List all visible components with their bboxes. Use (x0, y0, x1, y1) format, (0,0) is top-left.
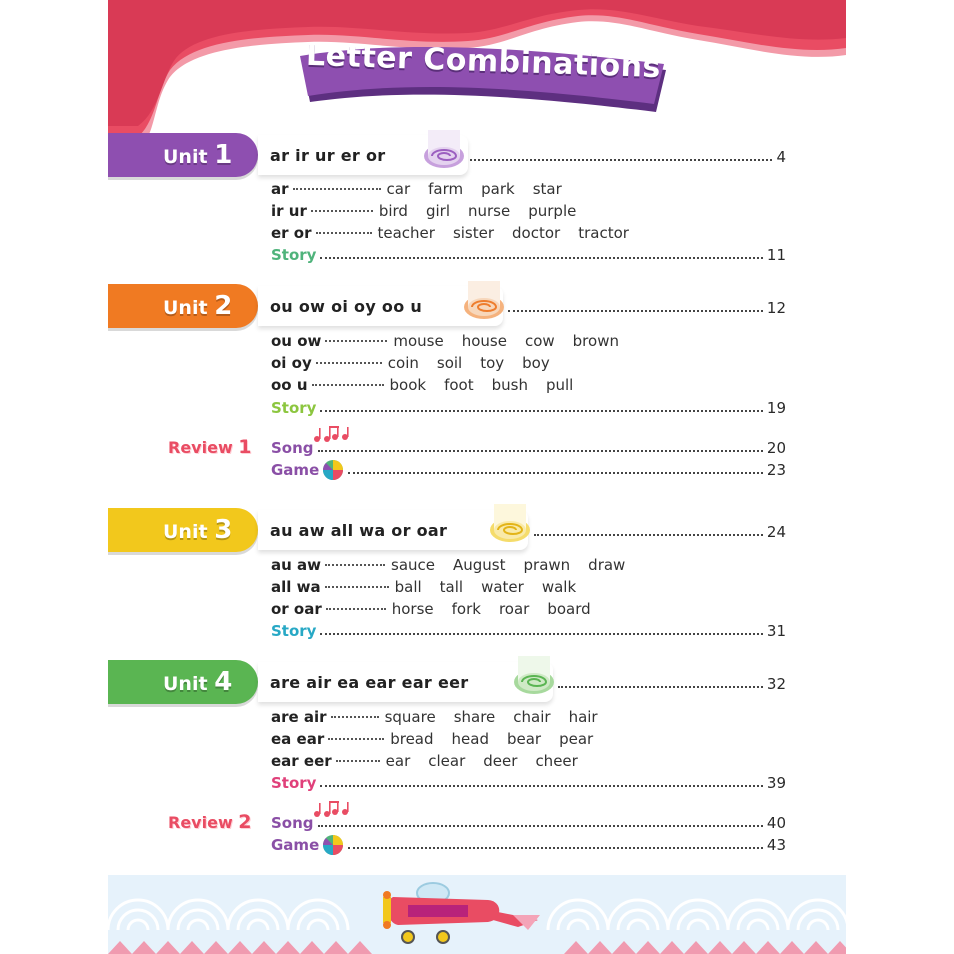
unit-2-story: Story 19 (271, 399, 786, 417)
unit-4-story: Story 39 (271, 774, 786, 792)
review-2-song: Song 40 (271, 814, 786, 832)
unit-3-row-2: all wa ball tall water walk (271, 578, 577, 596)
scroll-icon (462, 277, 506, 321)
review-1-game: Game 23 (271, 461, 786, 479)
unit-2-row-3: oo u book foot bush pull (271, 376, 574, 394)
unit-3-page-leader: 24 (530, 521, 786, 541)
unit-2-row-1: ou ow mouse house cow brown (271, 332, 619, 350)
color-wheel-icon (322, 834, 344, 856)
unit-1-row-1: ar car farm park star (271, 180, 562, 198)
unit-3-row-3: or oar horse fork roar board (271, 600, 591, 618)
unit-1-combinations: ar ir ur er or (270, 146, 386, 165)
unit-1-story: Story 11 (271, 246, 786, 264)
unit-4-page-leader: 32 (554, 673, 786, 693)
unit-1-row-3: er or teacher sister doctor tractor (271, 224, 629, 242)
unit-4-combinations: are air ea ear ear eer (270, 673, 469, 692)
unit-1-page-leader: 4 (466, 146, 786, 166)
unit-2-combinations: ou ow oi oy oo u (270, 297, 423, 316)
unit-3-combinations: au aw all wa or oar (270, 521, 448, 540)
unit-4-row-3: ear eer ear clear deer cheer (271, 752, 578, 770)
review-2-game: Game 43 (271, 836, 786, 854)
page-title: Letter Combinations (305, 37, 662, 86)
review-1-song: Song 20 (271, 439, 786, 457)
scroll-icon (512, 652, 556, 696)
unit-3-story: Story 31 (271, 622, 786, 640)
scroll-icon (422, 126, 466, 170)
table-of-contents-page (108, 0, 846, 954)
unit-3-row-1: au aw sauce August prawn draw (271, 556, 626, 574)
color-wheel-icon (322, 459, 344, 481)
unit-4-row-1: are air square share chair hair (271, 708, 598, 726)
unit-3-label: Unit 3 (163, 515, 233, 545)
unit-4-row-2: ea ear bread head bear pear (271, 730, 594, 748)
unit-2-label: Unit 2 (163, 291, 233, 321)
unit-1-row-2: ir ur bird girl nurse purple (271, 202, 577, 220)
scroll-icon (488, 500, 532, 544)
unit-2-page-leader: 12 (504, 297, 786, 317)
footer-decoration (108, 875, 846, 954)
unit-2-row-2: oi oy coin soil toy boy (271, 354, 550, 372)
review-1-label: Review 1 (168, 436, 252, 458)
unit-1-label: Unit 1 (163, 140, 233, 170)
review-2-label: Review 2 (168, 811, 252, 833)
unit-4-label: Unit 4 (163, 667, 233, 697)
